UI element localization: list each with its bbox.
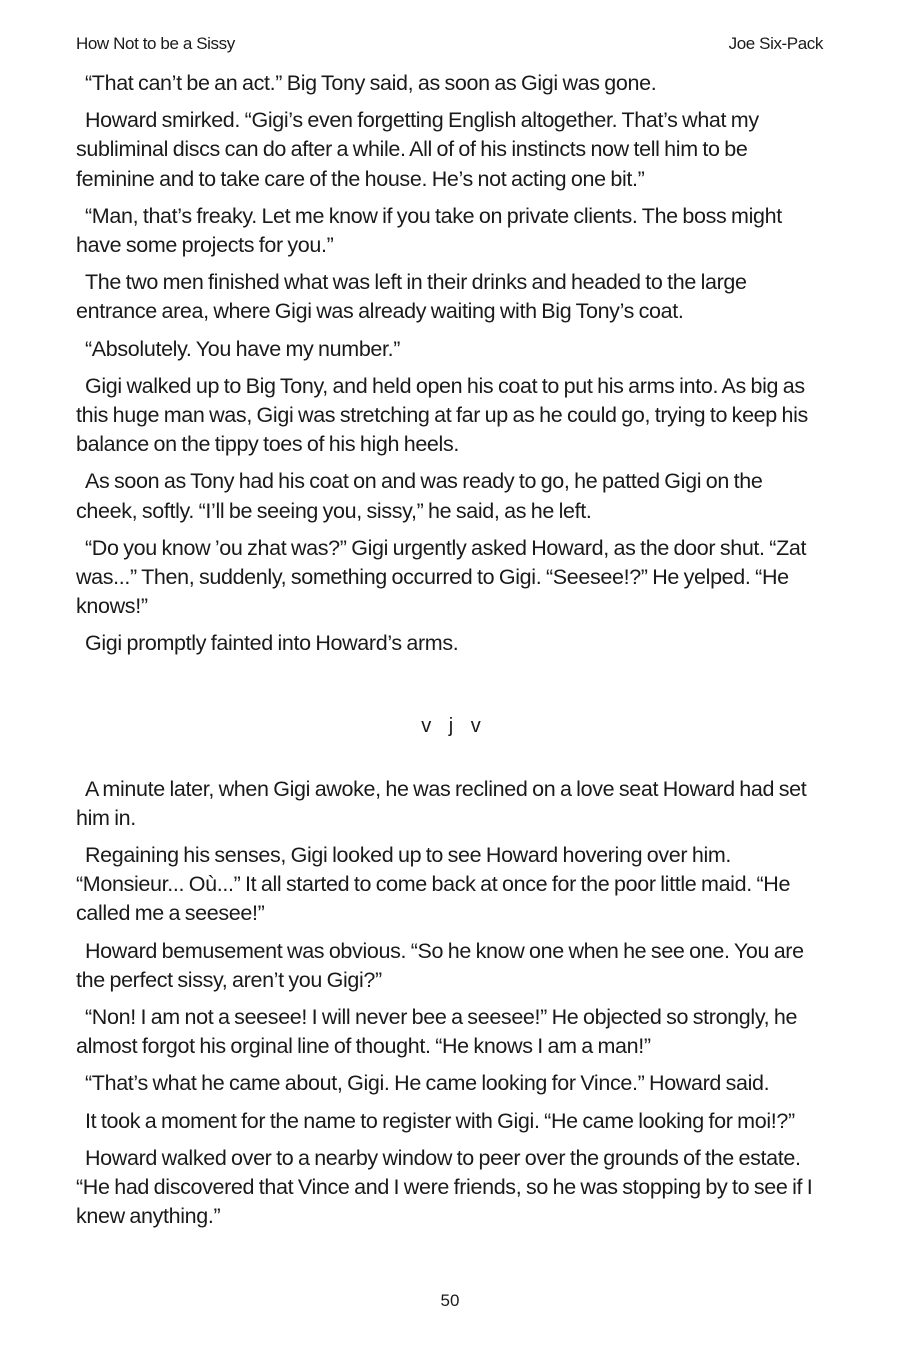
paragraph: “Man, that’s freaky. Let me know if you take on private clients. The boss might have some projects for you.”: [76, 203, 782, 258]
header-author: Joe Six-Pack: [728, 34, 823, 53]
paragraph: “That can’t be an act.” Big Tony said, as soon as Gigi was gone.: [85, 71, 657, 95]
page-body: [76, 69, 826, 1240]
paragraph: As soon as Tony had his coat on and was ready to go, he patted Gigi on the cheek, softly. “I’ll be seeing you, sissy,” he said, as he left.: [76, 469, 763, 523]
paragraph: Howard bemusement was obvious. “So he know one when he see one. You are the perfect sissy, aren’t you Gigi?”: [76, 938, 804, 992]
paragraph: “Non! I am not a seesee! I will never bee a seesee!” He objected so strongly, he almost forgot his orginal line of thought. “He knows I am a man!”: [76, 1005, 798, 1059]
paragraph: “Absolutely. You have my number.”: [85, 336, 401, 361]
paragraph: Howard smirked. “Gigi’s even forgetting English altogether. That’s what my subliminal discs can do after a while. All of of his instincts now tell him to be feminine and to take care of the house. He’s not acting one bit.”: [76, 108, 759, 191]
paragraph: “Do you know ’ou zhat was?” Gigi urgently asked Howard, as the door shut. “Zat was...” Then, suddenly, something occurred to Gigi. “Seesee!?” He yelped. “He knows!”: [76, 535, 807, 619]
header-book-title: How Not to be a Sissy: [76, 34, 235, 53]
paragraph: Howard walked over to a nearby window to peer over the grounds of the estate. “He had discovered that Vince and I were friends, so he was stopping by to see if I knew anything.”: [76, 1145, 813, 1229]
running-header: [76, 34, 823, 54]
paragraph: A minute later, when Gigi awoke, he was reclined on a love seat Howard had set him in.: [76, 776, 807, 830]
page-number: 50: [440, 1291, 460, 1310]
paragraph: Regaining his senses, Gigi looked up to see Howard hovering over him. “Monsieur... Où...” It all started to come back at once for the poor little maid. “He called me a seesee!”: [76, 843, 791, 926]
paragraph: “That’s what he came about, Gigi. He came looking for Vince.” Howard said.: [85, 1071, 770, 1096]
paragraph: Gigi promptly fainted into Howard’s arms.: [85, 631, 459, 656]
paragraph: The two men finished what was left in their drinks and headed to the large entrance area, where Gigi was already waiting with Big Tony’s coat.: [76, 270, 747, 324]
paragraph: Gigi walked up to Big Tony, and held open his coat to put his arms into. As big as this huge man was, Gigi was stretching at far up as he could go, trying to keep his balance on the tippy toes of his high heels.: [76, 373, 808, 457]
section-separator: v j v: [421, 714, 481, 737]
paragraph: It took a moment for the name to register with Gigi. “He came looking for moi!?”: [85, 1108, 795, 1133]
